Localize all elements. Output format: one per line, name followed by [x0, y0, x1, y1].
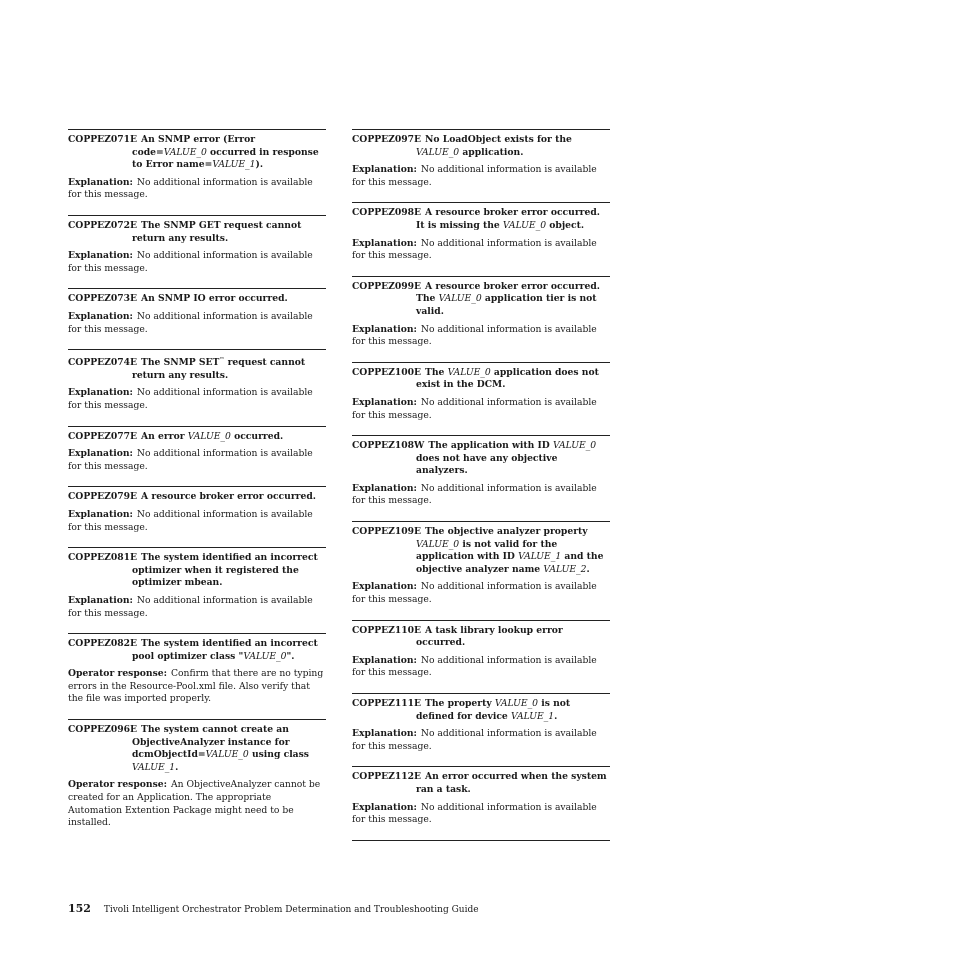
message-fragment: ).	[255, 159, 264, 171]
message-explanation	[352, 164, 610, 189]
message-explanation	[68, 509, 326, 534]
message-entry	[352, 693, 610, 753]
message-fragment: occurred.	[230, 430, 284, 442]
message-text	[68, 638, 326, 663]
message-fragment: The property	[425, 698, 495, 709]
explanation-body: No additional information is available for this message.	[68, 594, 313, 619]
message-entry	[352, 620, 610, 680]
message-entry	[68, 486, 326, 534]
message-fragment: A resource broker error occurred. The	[416, 280, 600, 305]
message-fragment: .	[554, 710, 558, 722]
message-fragment: occurred in response to Error name=	[132, 146, 319, 171]
left-column	[68, 129, 326, 843]
message-fragment: application does not exist in the DCM.	[416, 366, 599, 391]
message-explanation	[68, 177, 326, 202]
message-entry	[352, 129, 610, 189]
message-explanation	[68, 595, 326, 620]
explanation-label: Explanation:	[68, 448, 133, 460]
explanation-label: Explanation:	[352, 482, 417, 494]
message-fragment: request cannot return any results.	[132, 357, 306, 381]
message-explanation	[352, 728, 610, 753]
explanation-label: Explanation:	[68, 250, 133, 262]
message-id: COPPEZ099E	[352, 280, 422, 292]
message-text	[352, 526, 610, 576]
variable-placeholder: VALUE_0	[205, 749, 249, 761]
message-fragment: An SNMP IO error occurred.	[141, 293, 288, 305]
explanation-body: No additional information is available for this message.	[352, 654, 597, 679]
explanation-body: No additional information is available for this message.	[68, 250, 313, 274]
message-text	[352, 440, 610, 478]
message-fragment: The SNMP GET request cannot return any results.	[132, 219, 302, 244]
message-id: COPPEZ074E	[68, 357, 138, 369]
variable-placeholder: VALUE_1	[518, 551, 562, 563]
explanation-body: An ObjectiveAnalyzer cannot be created for an Application. The appropriate Automation Extention Package might need to be installed.	[68, 779, 321, 829]
message-id: COPPEZ109E	[352, 526, 422, 538]
message-fragment: ".	[286, 650, 295, 662]
message-fragment: The objective analyzer property	[425, 526, 588, 538]
message-text	[352, 134, 610, 159]
message-entry	[352, 766, 610, 826]
message-text	[68, 293, 326, 306]
message-fragment: An error occurred when the system ran a task.	[416, 771, 607, 795]
explanation-label: Explanation:	[352, 323, 417, 335]
page-number: 152	[68, 902, 91, 915]
explanation-label: Explanation:	[68, 594, 133, 606]
message-fragment: does not have any objective analyzers.	[416, 452, 558, 477]
message-entry	[352, 521, 610, 607]
explanation-label: Explanation:	[352, 581, 417, 593]
explanation-body: No additional information is available for this message.	[68, 508, 313, 533]
variable-placeholder: VALUE_0	[416, 146, 460, 158]
explanation-body: No additional information is available for this message.	[352, 728, 597, 752]
message-fragment: The system identified an incorrect pool optimizer class "	[132, 638, 318, 662]
message-id: COPPEZ081E	[68, 552, 138, 564]
variable-placeholder: VALUE_0	[187, 430, 231, 442]
explanation-label: Explanation:	[68, 387, 133, 399]
explanation-body: No additional information is available for this message.	[352, 323, 597, 348]
message-fragment: The SNMP SET	[141, 357, 220, 369]
message-fragment: is not valid for the application with ID	[416, 538, 558, 563]
message-fragment: and the objective analyzer name	[416, 551, 604, 575]
message-fragment: The application with ID	[428, 440, 553, 452]
explanation-label: Explanation:	[352, 396, 417, 408]
explanation-label: Explanation:	[352, 164, 417, 176]
message-fragment: An error	[141, 430, 188, 442]
explanation-body: No additional information is available for this message.	[352, 396, 597, 421]
message-explanation	[68, 387, 326, 412]
explanation-body: No additional information is available for this message.	[352, 237, 597, 262]
variable-placeholder: VALUE_2	[543, 563, 587, 575]
message-explanation	[68, 779, 326, 829]
variable-placeholder: VALUE_0	[438, 293, 482, 305]
message-id: COPPEZ082E	[68, 638, 138, 650]
explanation-body: No additional information is available for this message.	[68, 448, 313, 472]
explanation-label: Operator response:	[68, 779, 167, 791]
variable-placeholder: VALUE_0	[552, 440, 597, 452]
message-fragment: .	[586, 563, 590, 575]
variable-placeholder: VALUE_1	[510, 710, 555, 722]
message-fragment: object.	[546, 219, 585, 231]
variable-placeholder: VALUE_0	[416, 538, 460, 550]
message-text	[352, 698, 610, 723]
message-entry	[68, 129, 326, 202]
explanation-label: Explanation:	[352, 728, 417, 740]
explanation-body: No additional information is available for this message.	[352, 164, 597, 188]
variable-placeholder: VALUE_0	[243, 650, 287, 662]
message-explanation	[352, 397, 610, 422]
explanation-body: No additional information is available for this message.	[68, 387, 313, 411]
column-end-rule	[352, 840, 610, 841]
explanation-body: No additional information is available for this message.	[68, 176, 313, 201]
explanation-body: No additional information is available for this message.	[352, 482, 597, 507]
message-id: COPPEZ108W	[352, 440, 425, 452]
message-entry	[352, 276, 610, 349]
page-footer	[68, 903, 479, 916]
message-fragment: The system cannot create an ObjectiveAnalyzer instance for dcmObjectId=	[132, 724, 290, 761]
trademark-mark: ™	[219, 357, 225, 364]
message-text	[68, 724, 326, 774]
message-entry	[68, 215, 326, 275]
message-id: COPPEZ072E	[68, 219, 138, 231]
message-id: COPPEZ112E	[352, 771, 422, 783]
message-explanation	[352, 238, 610, 263]
variable-placeholder: VALUE_0	[447, 366, 491, 378]
message-explanation	[352, 581, 610, 606]
variable-placeholder: VALUE_1	[212, 159, 256, 171]
message-fragment: The system identified an incorrect optimizer when it registered the optimizer mbean.	[132, 552, 318, 589]
explanation-label: Explanation:	[68, 176, 133, 188]
message-id: COPPEZ110E	[352, 624, 422, 636]
message-text	[352, 207, 610, 232]
message-entry	[68, 547, 326, 620]
message-fragment: A resource broker error occurred. It is missing the	[416, 207, 600, 231]
message-entry	[68, 288, 326, 336]
message-explanation	[352, 802, 610, 827]
message-id: COPPEZ073E	[68, 293, 138, 305]
message-fragment: No LoadObject exists for the	[425, 134, 572, 145]
variable-placeholder: VALUE_0	[502, 219, 547, 231]
message-entry	[68, 633, 326, 706]
message-id: COPPEZ111E	[352, 698, 422, 709]
message-text	[352, 625, 610, 650]
variable-placeholder: VALUE_1	[132, 761, 176, 773]
explanation-label: Explanation:	[352, 801, 417, 813]
explanation-body: No additional information is available for this message.	[352, 801, 597, 826]
message-text	[68, 491, 326, 504]
message-explanation	[68, 668, 326, 706]
right-column	[352, 129, 610, 841]
message-explanation	[68, 448, 326, 473]
message-id: COPPEZ096E	[68, 724, 138, 736]
message-id: COPPEZ097E	[352, 134, 422, 145]
message-text	[68, 552, 326, 590]
explanation-body: Confirm that there are no typing errors in the Resource-Pool.xml file. Also verify that the file was imported properly.	[68, 668, 324, 705]
message-explanation	[68, 311, 326, 336]
message-id: COPPEZ077E	[68, 430, 138, 442]
message-entry	[68, 719, 326, 830]
explanation-label: Explanation:	[68, 508, 133, 520]
message-entry	[352, 435, 610, 508]
message-id: COPPEZ079E	[68, 491, 138, 503]
message-fragment: using class	[248, 749, 309, 761]
message-fragment: A task library lookup error occurred.	[416, 624, 563, 649]
footer-title: Tivoli Intelligent Orchestrator Problem Determination and Troubleshooting Guide	[103, 905, 479, 915]
message-text	[352, 281, 610, 319]
message-fragment: A resource broker error occurred.	[141, 491, 316, 503]
message-explanation	[352, 324, 610, 349]
message-fragment: An SNMP error (Error code=	[132, 134, 256, 158]
message-fragment: application.	[459, 146, 524, 158]
message-explanation	[68, 250, 326, 275]
message-text	[352, 771, 610, 796]
explanation-label: Explanation:	[352, 237, 417, 249]
message-text	[68, 431, 326, 444]
explanation-label: Explanation:	[68, 310, 133, 322]
variable-placeholder: VALUE_0	[163, 146, 207, 158]
message-fragment: is not defined for device	[416, 698, 571, 722]
message-entry	[68, 426, 326, 474]
message-text	[68, 134, 326, 172]
message-explanation	[352, 655, 610, 680]
explanation-label: Explanation:	[352, 654, 417, 666]
message-text	[68, 220, 326, 245]
message-text	[352, 367, 610, 392]
message-fragment: The	[425, 366, 448, 378]
message-id: COPPEZ098E	[352, 207, 422, 219]
message-id: COPPEZ071E	[68, 134, 138, 145]
message-explanation	[352, 483, 610, 508]
message-entry	[68, 349, 326, 412]
variable-placeholder: VALUE_0	[494, 698, 539, 709]
message-fragment: application tier is not valid.	[416, 293, 597, 317]
message-id: COPPEZ100E	[352, 366, 422, 378]
message-fragment: .	[175, 761, 179, 773]
message-entry	[352, 202, 610, 262]
message-entry	[352, 362, 610, 422]
explanation-label: Operator response:	[68, 668, 167, 680]
explanation-body: No additional information is available for this message.	[68, 310, 313, 335]
message-text	[68, 354, 326, 382]
explanation-body: No additional information is available for this message.	[352, 581, 597, 606]
